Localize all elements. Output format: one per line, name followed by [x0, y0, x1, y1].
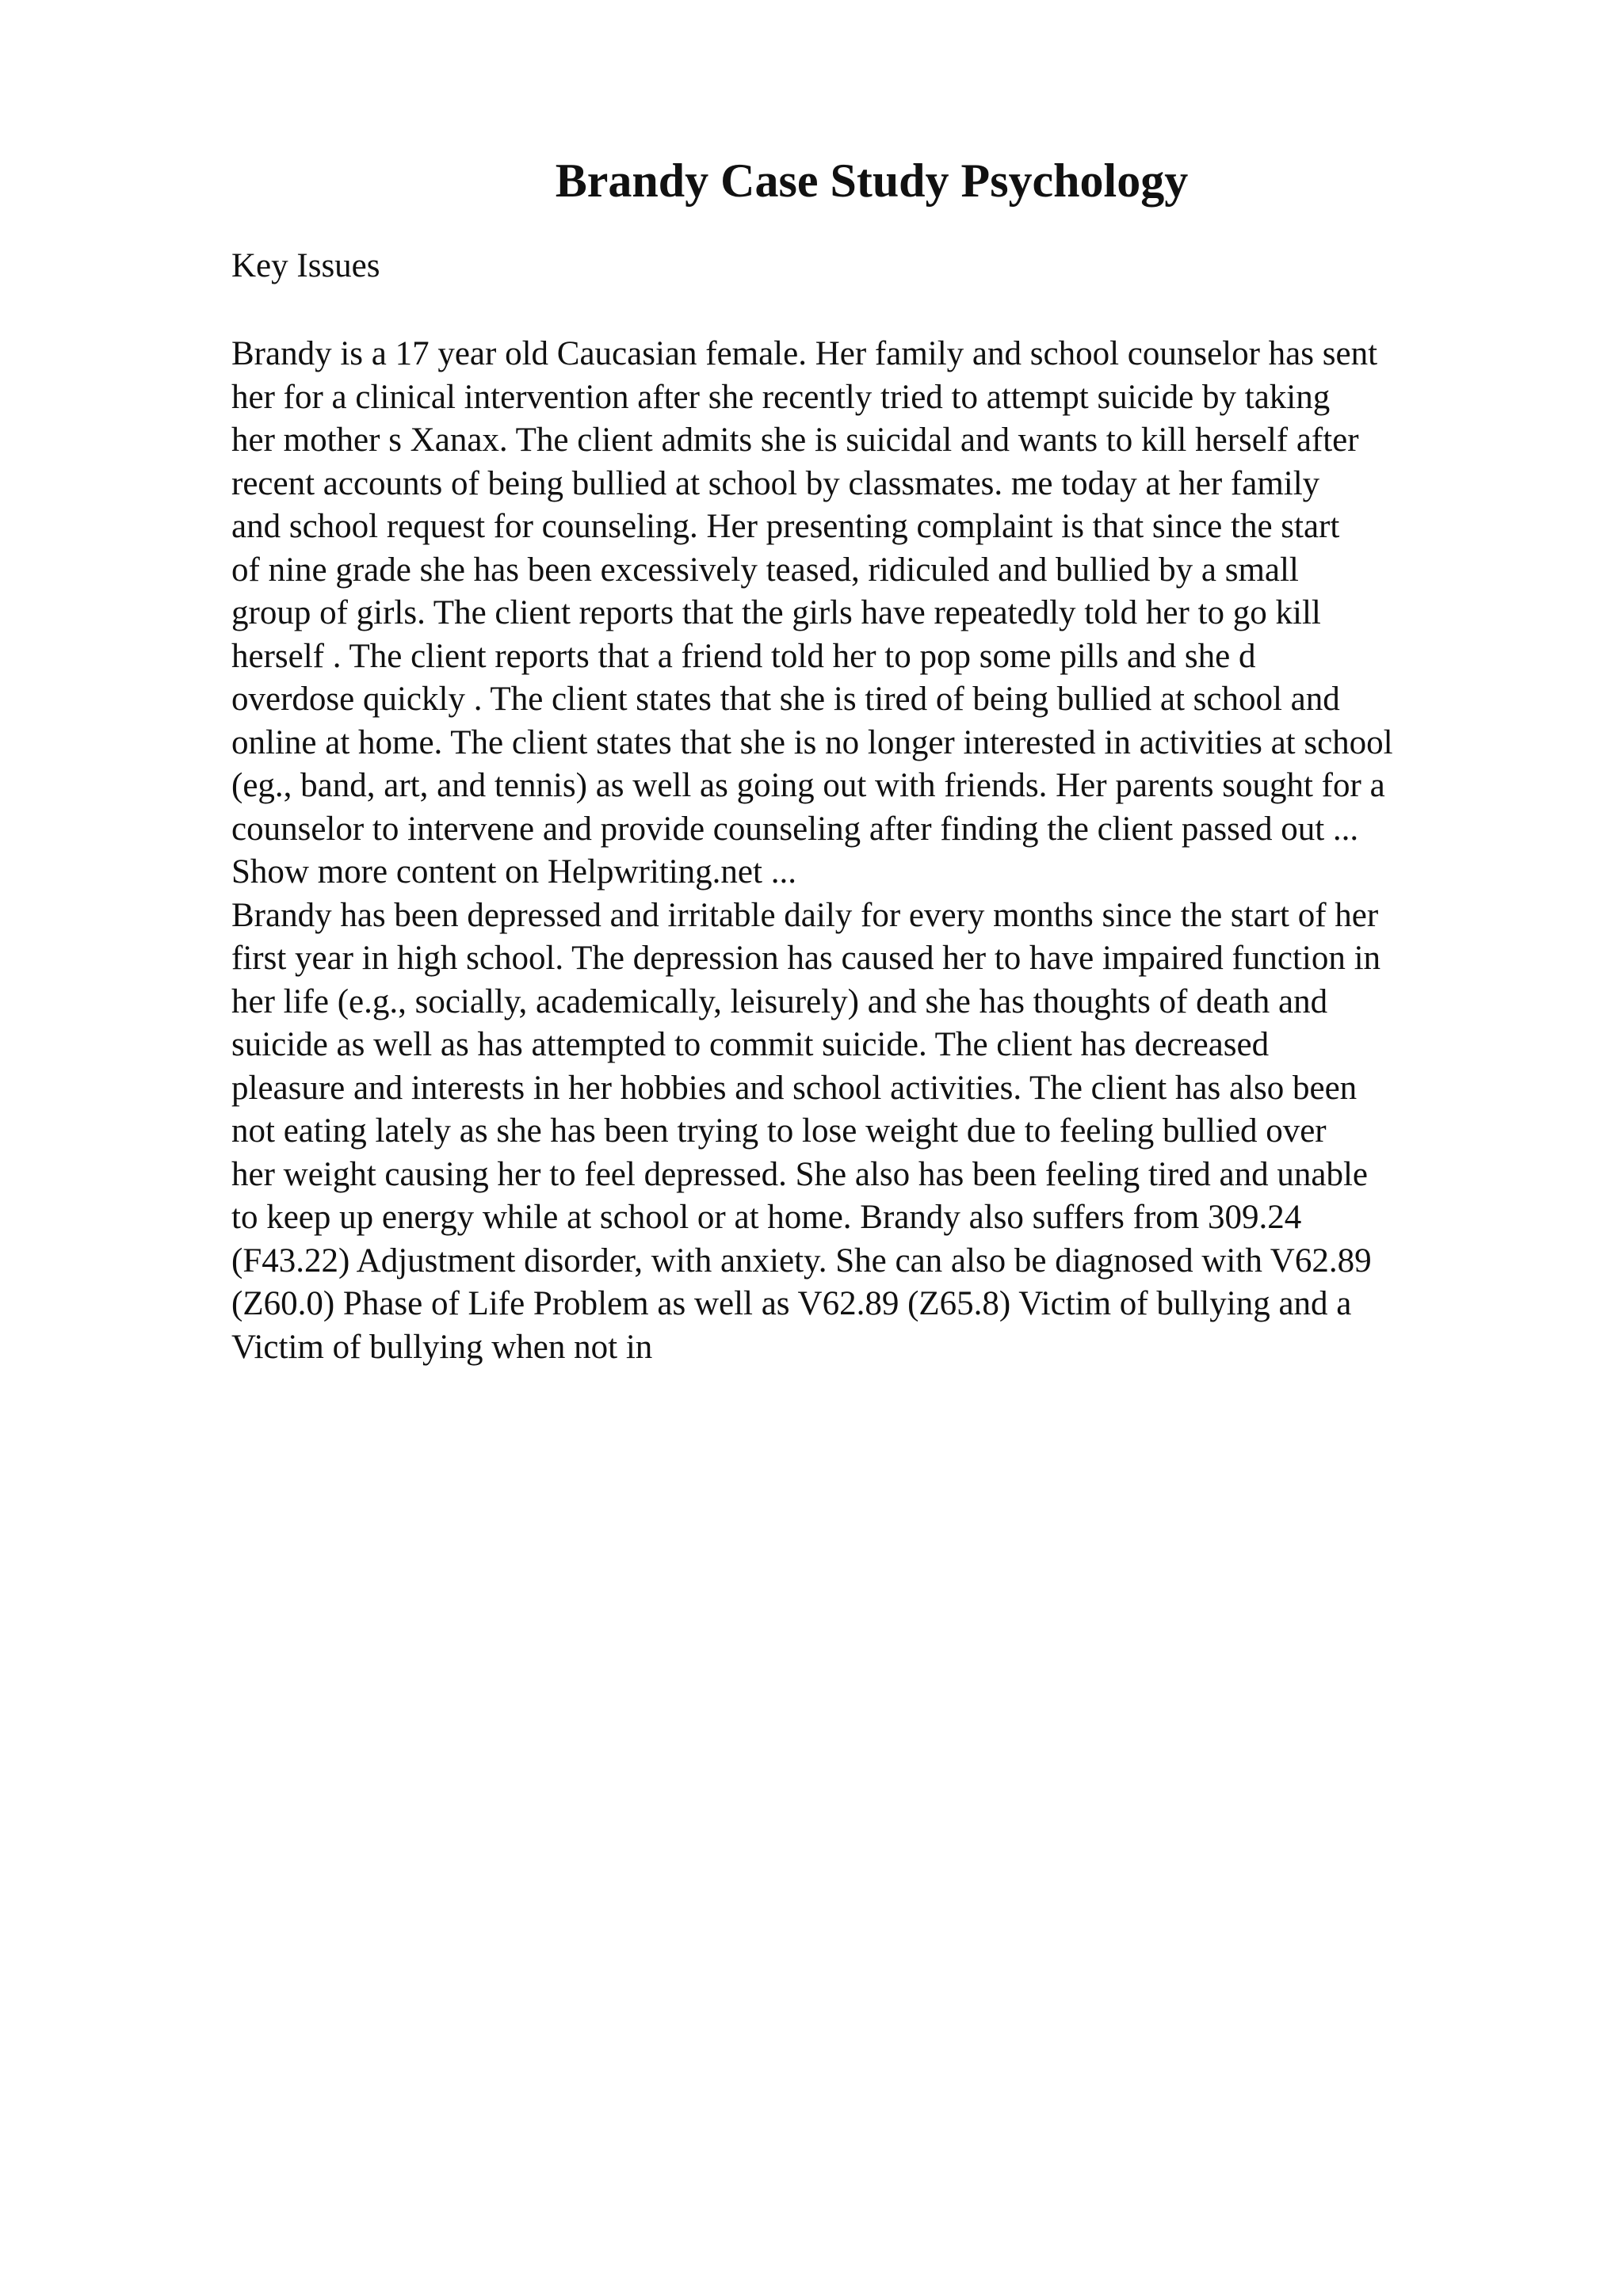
text-line: first year in high school. The depression has caused her to have impaired function in — [231, 940, 1381, 977]
text-line: not eating lately as she has been trying to lose weight due to feeling bullied over — [231, 1112, 1327, 1150]
text-line: (eg., band, art, and tennis) as well as going out with friends. Her parents sought for a — [231, 767, 1385, 804]
text-line: and school request for counseling. Her presenting complaint is that since the start — [231, 508, 1340, 545]
show-more-link[interactable]: Show more content on Helpwriting.net ... — [231, 853, 796, 891]
text-line: of nine grade she has been excessively teased, ridiculed and bullied by a small — [231, 551, 1299, 589]
text-line: (F43.22) Adjustment disorder, with anxiety. She can also be diagnosed with V62.89 — [231, 1241, 1372, 1280]
text-line: recent accounts of being bullied at school by classmates. me today at her family — [231, 464, 1320, 502]
text-line: counselor to intervene and provide counseling after finding the client passed out ... — [231, 810, 1359, 848]
text-line: Brandy is a 17 year old Caucasian female. Her family and school counselor has sent — [231, 335, 1378, 372]
text-line: her mother s Xanax. The client admits she is suicidal and wants to kill herself after — [231, 421, 1359, 459]
text-line: online at home. The client states that she is no longer interested in activities at school — [231, 723, 1393, 761]
text-line: her life (e.g., socially, academically, leisurely) and she has thoughts of death and — [231, 982, 1328, 1020]
text-line: to keep up energy while at school or at home. Brandy also suffers from 309.24 — [231, 1199, 1302, 1236]
document-title: Brandy Case Study Psychology — [555, 154, 1189, 207]
text-line: (Z60.0) Phase of Life Problem as well as V62.89 (Z65.8) Victim of bullying and a — [231, 1285, 1352, 1322]
text-line: Brandy has been depressed and irritable daily for every months since the start of her — [231, 896, 1379, 934]
section-heading-key-issues: Key Issues — [231, 247, 380, 284]
text-line: overdose quickly . The client states that she is tired of being bullied at school and — [231, 681, 1340, 718]
text-line: Victim of bullying when not in — [231, 1328, 653, 1366]
text-line: her weight causing her to feel depressed. She also has been feeling tired and unable — [231, 1155, 1369, 1193]
text-line: group of girls. The client reports that the girls have repeatedly told her to go kill — [231, 594, 1321, 631]
text-line: pleasure and interests in her hobbies and school activities. The client has also been — [231, 1069, 1358, 1107]
text-line: her for a clinical intervention after she recently tried to attempt suicide by taking — [231, 378, 1331, 416]
text-line: suicide as well as has attempted to commit suicide. The client has decreased — [231, 1026, 1270, 1063]
text-line: herself . The client reports that a friend told her to pop some pills and she d — [231, 637, 1256, 675]
body-text — [231, 333, 1594, 1369]
